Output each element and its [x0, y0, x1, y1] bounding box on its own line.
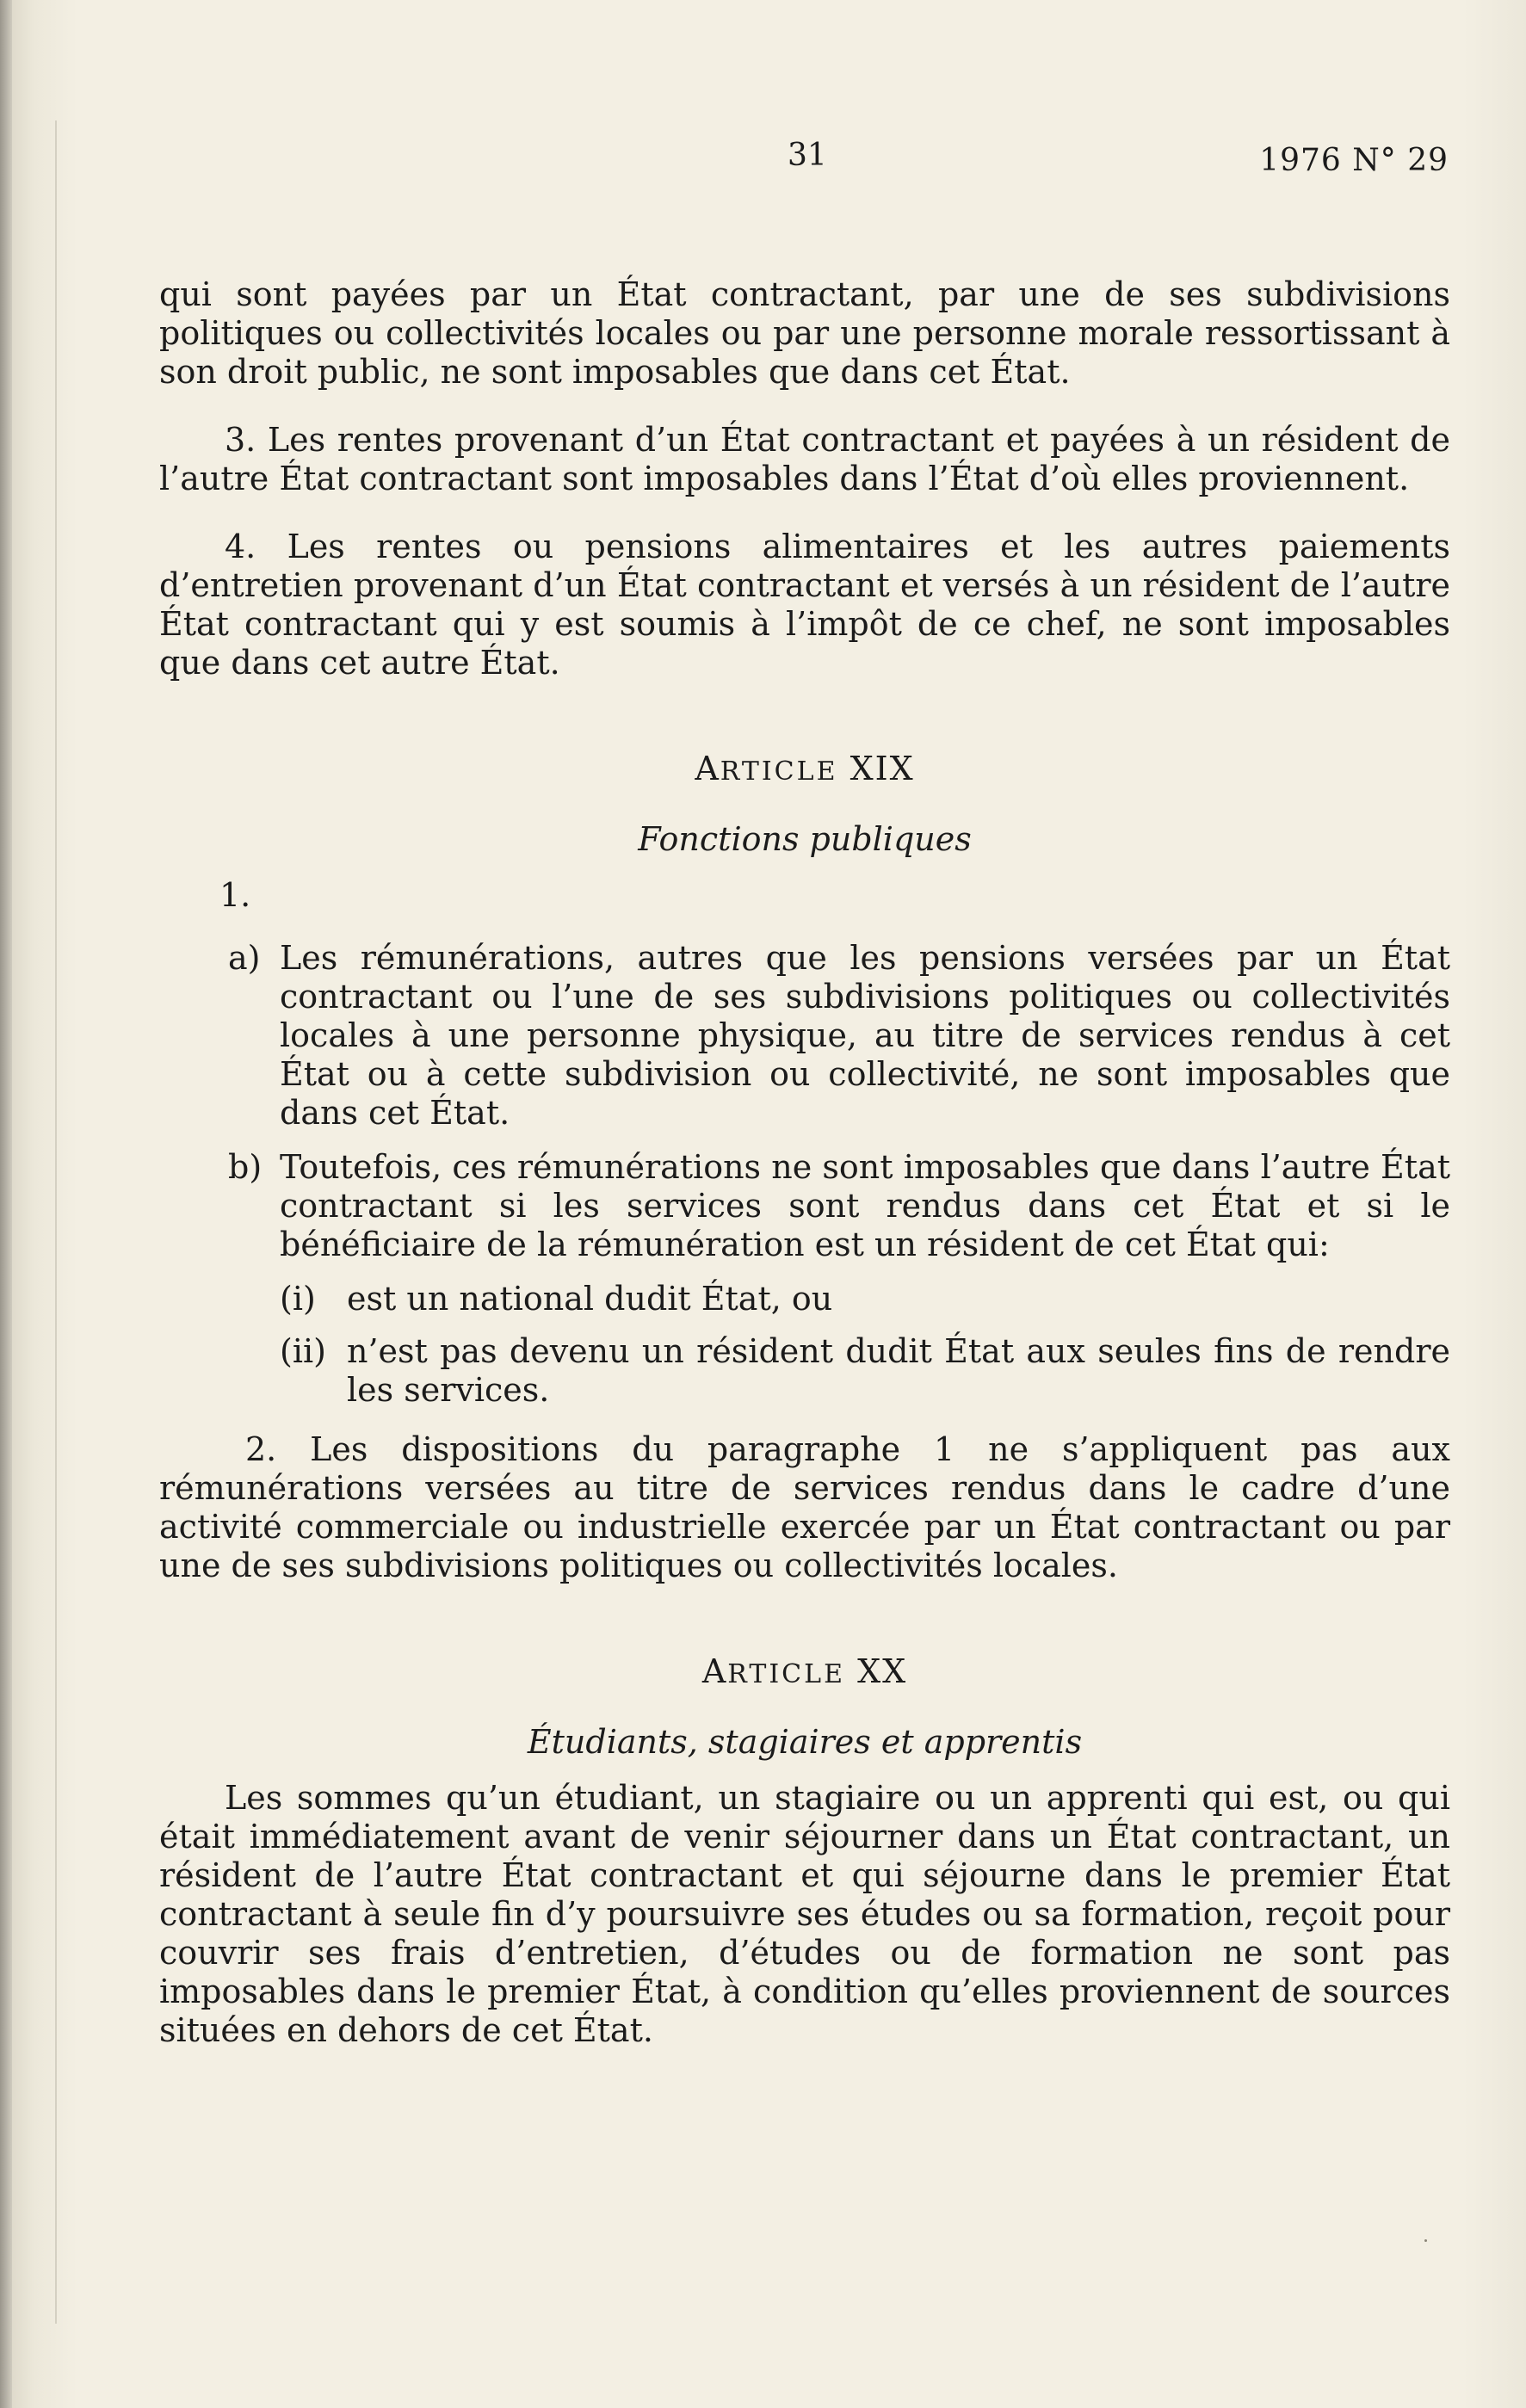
item-i — [159, 1280, 1450, 1318]
article-19-heading — [159, 750, 1450, 791]
article-heading-initial: A — [695, 750, 720, 787]
item-i-text: est un national dudit État, ou — [347, 1280, 833, 1318]
article-19-paragraph-number: 1. — [219, 876, 251, 914]
article-20-heading — [159, 1652, 1450, 1694]
item-ii-label: (ii) — [280, 1332, 326, 1370]
document-reference: 1976 N° 29 — [1259, 143, 1449, 178]
item-a-label: a) — [228, 939, 261, 977]
paper-speck — [1424, 2239, 1427, 2242]
gutter-shadow — [55, 120, 57, 2324]
article-heading-initial: A — [701, 1652, 728, 1690]
paragraph-3: 3. Les rentes provenant d’un État contractant et payées à un résident de l’autre État contractant sont imposables dans l’État d’où elles proviennent. — [159, 421, 1450, 497]
article-19-paragraph-2: 2. Les dispositions du paragraphe 1 ne s’appliquent pas aux rémunérations versées au titre de services rendus dans le cadre d’une activité commerciale ou industrielle exercée par un État contractant ou par une de ses subdivisions politiques ou collectivités locales. — [159, 1430, 1450, 1584]
item-ii — [159, 1332, 1450, 1410]
item-a — [159, 939, 1450, 1133]
article-20-paragraph: Les sommes qu’un étudiant, un stagiaire ou un apprenti qui est, ou qui était immédiatement avant de venir séjourner dans un État contractant, un résident de l’autre État contractant et qui séjourne dans le premier État contractant à seule fin d’y poursuivre ses études ou sa formation, reçoit pour couvrir ses frais d’entretien, d’études ou de formation ne sont pas imposables dans le premier État, à condition qu’elles proviennent de sources situées en dehors de cet État. — [159, 1779, 1450, 2049]
item-b-text: Toutefois, ces rémunérations ne sont imposables que dans l’autre État contractant si les services sont rendus dans cet État et si le bénéficiaire de la rémunération est un résident de cet État qui: — [280, 1148, 1450, 1263]
page-header — [0, 138, 1526, 189]
item-i-label: (i) — [280, 1280, 316, 1318]
continued-paragraph: qui sont payées par un État contractant, par une de ses subdivisions politiques ou collectivités locales ou par une personne morale ressortissant à son droit public, ne sont imposables que dans cet État. — [159, 275, 1450, 391]
book-binding-edge — [0, 0, 12, 2408]
article-heading-smallcaps: RTICLE — [720, 756, 838, 787]
item-b-label: b) — [228, 1148, 263, 1186]
article-heading-smallcaps: RTICLE — [727, 1659, 845, 1689]
item-a-text: Les rémunérations, autres que les pensions versées par un État contractant ou l’une de ses subdivisions politiques ou collectivités locales à une personne physique, au titre de services rendus à cet État ou à cette subdivision ou collectivité, ne sont imposables que dans cet État. — [280, 939, 1450, 1132]
article-heading-number: XX — [857, 1652, 908, 1690]
article-20-title: Étudiants, stagiaires et apprentis — [527, 1723, 1083, 1761]
page-number: 31 — [788, 138, 827, 173]
article-19-title: Fonctions publiques — [638, 820, 972, 858]
document-body — [159, 275, 1450, 2079]
paragraph-4: 4. Les rentes ou pensions alimentaires et les autres paiements d’entretien provenant d’un État contractant et versés à un résident de l’autre État contractant qui y est soumis à l’impôt de ce chef, ne sont imposables que dans cet autre État. — [159, 528, 1450, 682]
item-ii-text: n’est pas devenu un résident dudit État aux seules fins de rendre les services. — [347, 1332, 1450, 1409]
item-b — [159, 1148, 1450, 1264]
article-heading-number: XIX — [849, 750, 915, 787]
